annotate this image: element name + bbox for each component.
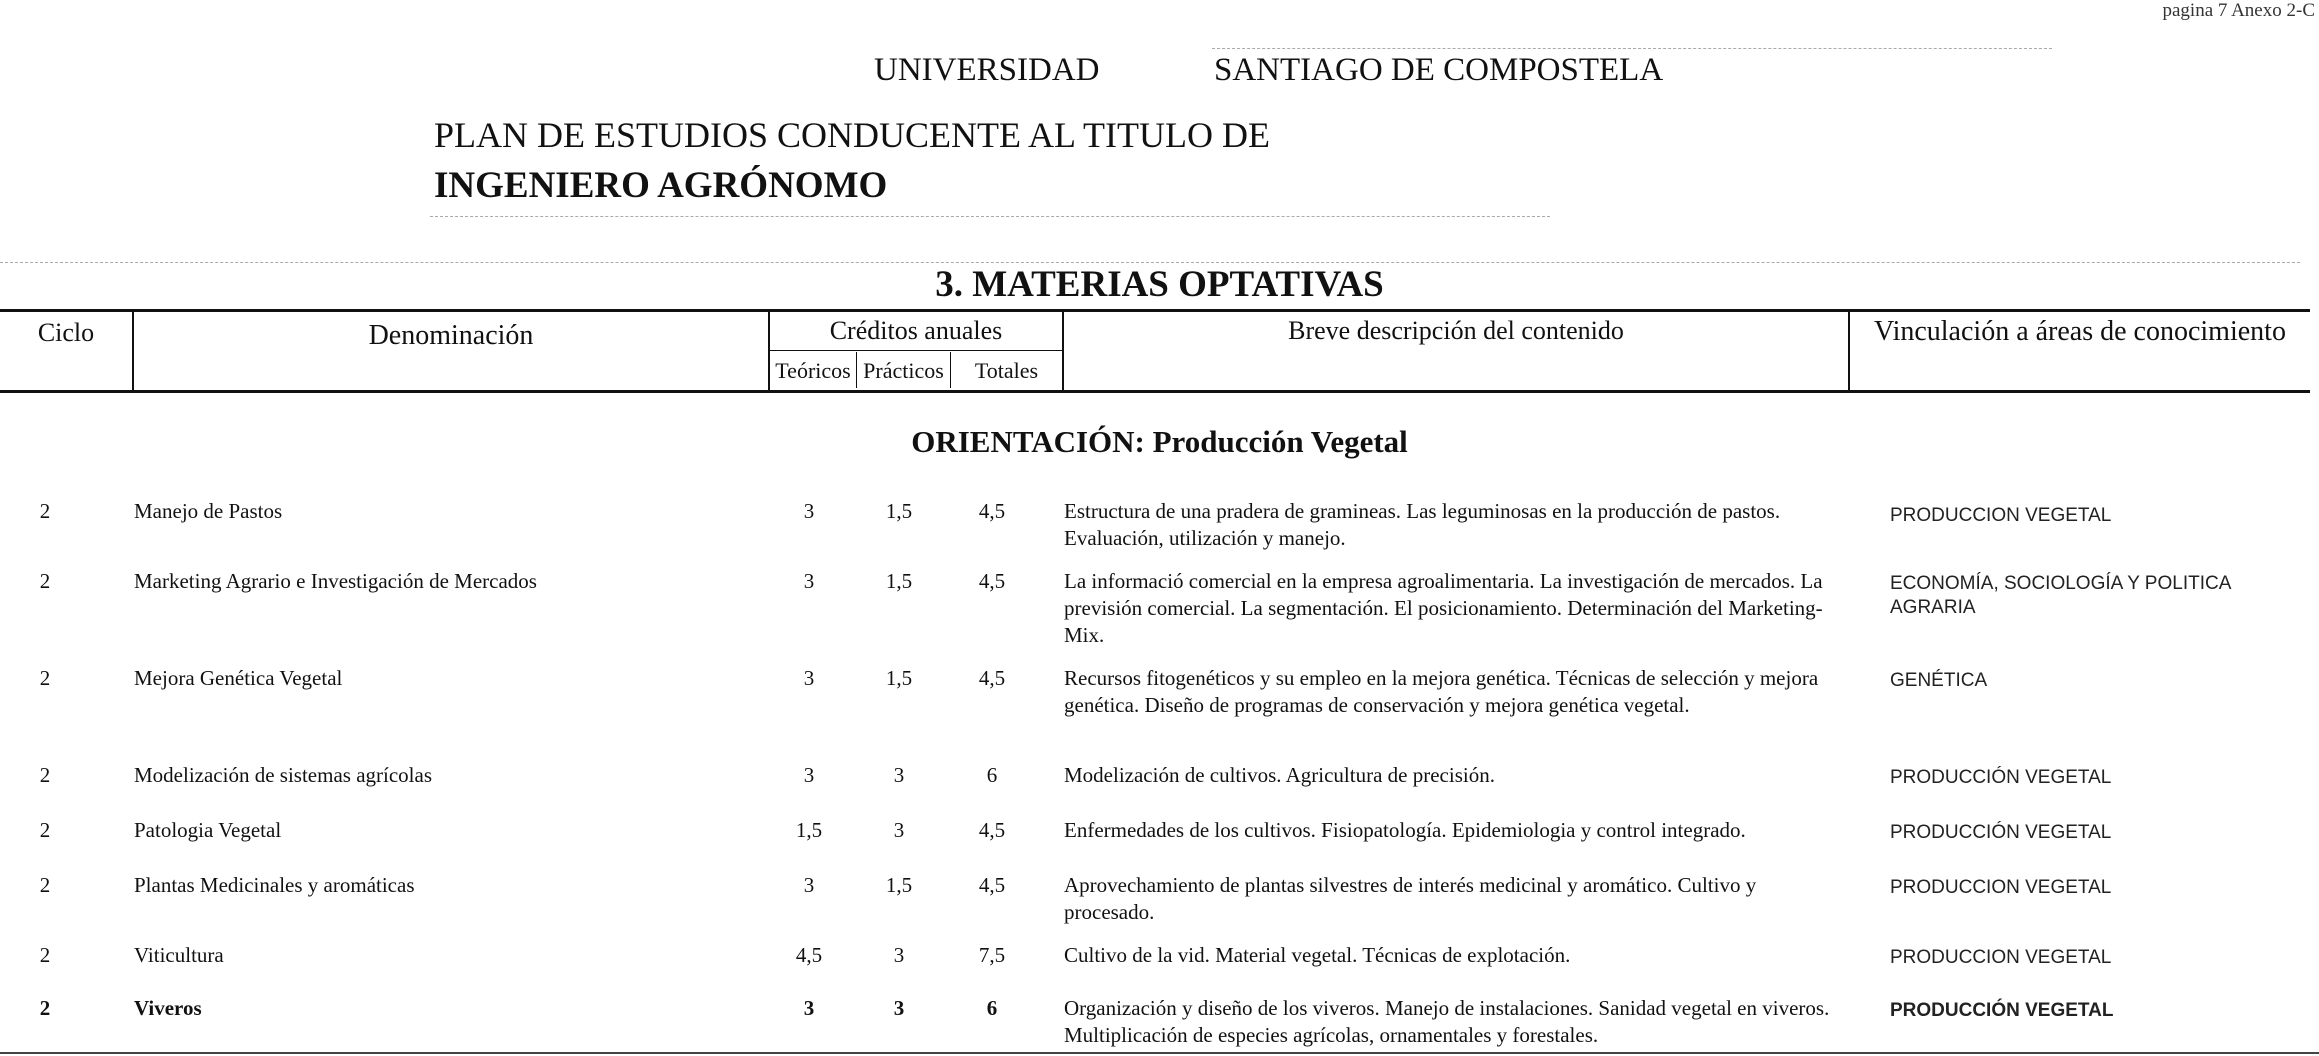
row-totales: 4,5 — [978, 818, 1006, 842]
row-teoricos: 3 — [803, 499, 815, 523]
row-practicos: 1,5 — [885, 666, 913, 690]
section-title: 3. MATERIAS OPTATIVAS — [935, 264, 1384, 305]
row-area: PRODUCCIÓN VEGETAL — [1890, 1000, 2114, 1021]
row-totales: 4,5 — [978, 873, 1006, 897]
row-teoricos: 1,5 — [795, 818, 823, 842]
row-totales: 7,5 — [978, 943, 1006, 967]
table-row — [0, 665, 2319, 745]
row-teoricos: 3 — [803, 996, 815, 1020]
row-description: Organización y diseño de los viveros. Manejo de instalaciones. Sanidad vegetal en viveros. Multiplicación de especies agrícolas, ornamentales y forestales. — [1064, 996, 1830, 1047]
page-reference: pagina 7 Anexo 2-C — [2162, 0, 2315, 21]
header-teoricos: Teóricos — [775, 358, 851, 383]
row-area: PRODUCCION VEGETAL — [1890, 877, 2112, 898]
header-totales: Totales — [974, 358, 1039, 383]
header-ciclo: Ciclo — [37, 318, 95, 347]
header-practicos: Prácticos — [863, 358, 944, 383]
row-description: Cultivo de la vid. Material vegetal. Técnicas de explotación. — [1064, 943, 1571, 967]
row-description: La informació comercial en la empresa agroalimentaria. La investigación de mercados. La previsión comercial. La segmentación. El posicionamiento. Determinación del Marketing-Mix. — [1064, 569, 1823, 647]
row-totales: 4,5 — [978, 666, 1006, 690]
row-area: PRODUCCIÓN VEGETAL — [1890, 767, 2112, 788]
row-totales: 4,5 — [978, 569, 1006, 593]
row-name: Viticultura — [134, 943, 224, 967]
row-area: GENÉTICA — [1890, 670, 1988, 691]
row-practicos: 3 — [893, 818, 905, 842]
row-name: Plantas Medicinales y aromáticas — [134, 873, 415, 897]
row-totales: 6 — [986, 996, 998, 1020]
row-name: Viveros — [134, 996, 202, 1020]
form-line — [1212, 48, 2052, 50]
row-area: PRODUCCIÓN VEGETAL — [1890, 822, 2112, 843]
row-practicos: 1,5 — [885, 569, 913, 593]
row-practicos: 3 — [893, 943, 905, 967]
row-teoricos: 3 — [803, 666, 815, 690]
table-bottom-rule — [0, 1052, 2319, 1054]
row-description: Recursos fitogenéticos y su empleo en la mejora genética. Técnicas de selección y mejora genética. Diseño de programas de conservación y mejora genética vegetal. — [1064, 666, 1819, 717]
table-row — [0, 498, 2319, 578]
row-name: Patologia Vegetal — [134, 818, 282, 842]
row-ciclo: 2 — [39, 763, 51, 787]
row-area: PRODUCCION VEGETAL — [1890, 947, 2112, 968]
row-practicos: 3 — [893, 763, 905, 787]
row-ciclo: 2 — [39, 569, 51, 593]
row-teoricos: 4,5 — [795, 943, 823, 967]
row-ciclo: 2 — [39, 873, 51, 897]
row-description: Modelización de cultivos. Agricultura de precisión. — [1064, 763, 1495, 787]
row-ciclo: 2 — [39, 499, 51, 523]
row-name: Modelización de sistemas agrícolas — [134, 763, 432, 787]
table-header-bottom-rule — [0, 390, 2310, 393]
row-practicos: 1,5 — [885, 873, 913, 897]
header-creditos: Créditos anuales — [829, 316, 1003, 345]
university-label: UNIVERSIDAD — [874, 52, 1100, 88]
header-denominacion: Denominación — [368, 320, 534, 351]
row-teoricos: 3 — [803, 569, 815, 593]
row-ciclo: 2 — [39, 666, 51, 690]
university-name: SANTIAGO DE COMPOSTELA — [1214, 52, 1664, 88]
row-ciclo: 2 — [39, 943, 51, 967]
row-name: Mejora Genética Vegetal — [134, 666, 343, 690]
row-area: ECONOMÍA, SOCIOLOGÍA Y POLITICA AGRARIA — [1890, 573, 2231, 618]
row-totales: 4,5 — [978, 499, 1006, 523]
table-row — [0, 995, 2319, 1045]
orientation-title: ORIENTACIÓN: Producción Vegetal — [911, 424, 1408, 459]
row-practicos: 1,5 — [885, 499, 913, 523]
table-row — [0, 872, 2319, 952]
row-ciclo: 2 — [39, 818, 51, 842]
header-descripcion: Breve descripción del contenido — [1288, 316, 1624, 345]
row-practicos: 3 — [893, 996, 905, 1020]
row-name: Marketing Agrario e Investigación de Mercados — [134, 569, 537, 593]
row-description: Aprovechamiento de plantas silvestres de interés medicinal y aromático. Cultivo y procesado. — [1064, 873, 1757, 924]
plan-title: PLAN DE ESTUDIOS CONDUCENTE AL TITULO DE — [434, 115, 1270, 155]
table-top-rule — [0, 309, 2310, 312]
row-name: Manejo de Pastos — [134, 499, 283, 523]
row-totales: 6 — [986, 763, 998, 787]
table-row — [0, 568, 2319, 648]
credits-subheader-rule — [768, 350, 1064, 351]
row-area: PRODUCCION VEGETAL — [1890, 505, 2112, 526]
row-description: Enfermedades de los cultivos. Fisiopatología. Epidemiologia y control integrado. — [1064, 818, 1746, 842]
row-teoricos: 3 — [803, 873, 815, 897]
row-ciclo: 2 — [39, 996, 51, 1020]
degree-title: INGENIERO AGRÓNOMO — [434, 165, 888, 206]
row-teoricos: 3 — [803, 763, 815, 787]
header-vinculacion: Vinculación a áreas de conocimiento — [1874, 316, 2286, 347]
form-line — [430, 216, 1550, 218]
row-description: Estructura de una pradera de gramineas. Las leguminosas en la producción de pastos. Evaluación, utilización y manejo. — [1064, 499, 1781, 550]
